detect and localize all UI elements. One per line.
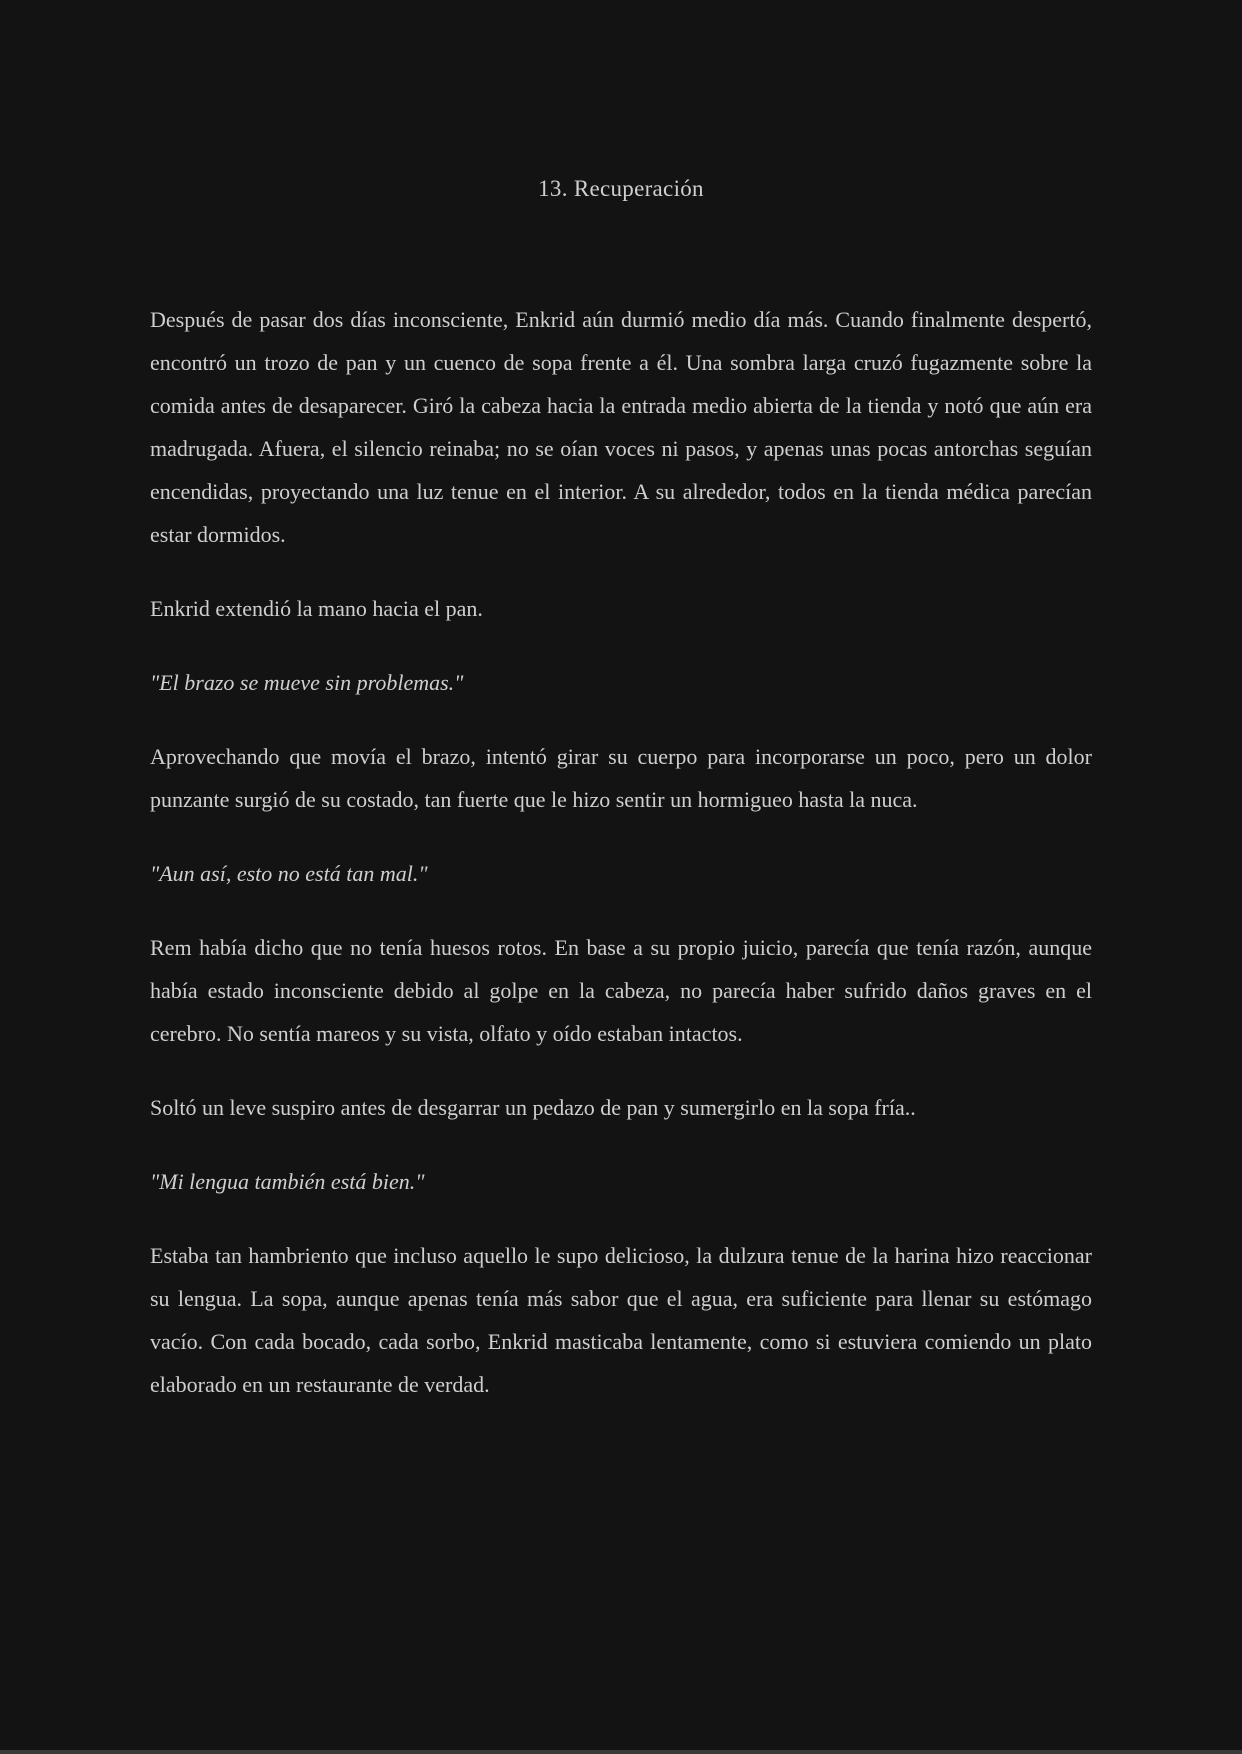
paragraphs [150,202,1092,1406]
body-paragraph: Estaba tan hambriento que incluso aquello le supo delicioso, la dulzura tenue de la harina hizo reaccionar su lengua. La sopa, aunque apenas tenía más sabor que el agua, era suficiente para llenar su estómago vacío. Con cada bocado, cada sorbo, Enkrid masticaba lentamente, como si estuviera comiendo un plato elaborado en un restaurante de verdad. [150,1243,1092,1397]
body-paragraph: Soltó un leve suspiro antes de desgarrar un pedazo de pan y sumergirlo en la sopa fría.. [150,1095,916,1120]
body-paragraph: Aprovechando que movía el brazo, intentó girar su cuerpo para incorporarse un poco, pero un dolor punzante surgió de su costado, tan fuerte que le hizo sentir un hormigueo hasta la nuca. [150,744,1092,812]
page-bottom-edge [0,1750,1242,1754]
thought-paragraph: "Mi lengua también está bien." [150,1169,425,1194]
thought-paragraph: "Aun así, esto no está tan mal." [150,861,428,886]
body-paragraph: Rem había dicho que no tenía huesos rotos. En base a su propio juicio, parecía que tenía razón, aunque había estado inconsciente debido al golpe en la cabeza, no parecía haber sufrido daños graves en el cerebro. No sentía mareos y su vista, olfato y oído estaban intactos. [150,935,1092,1046]
chapter-title: 13. Recuperación [538,176,704,201]
body-paragraph: Enkrid extendió la mano hacia el pan. [150,596,483,621]
thought-paragraph: "El brazo se mueve sin problemas." [150,670,464,695]
body-paragraph: Después de pasar dos días inconsciente, Enkrid aún durmió medio día más. Cuando finalmente despertó, encontró un trozo de pan y un cuenco de sopa frente a él. Una sombra larga cruzó fugazmente sobre la comida antes de desaparecer. Giró la cabeza hacia la entrada medio abierta de la tienda y notó que aún era madrugada. Afuera, el silencio reinaba; no se oían voces ni pasos, y apenas unas pocas antorchas seguían encendidas, proyectando una luz tenue en el interior. A su alrededor, todos en la tienda médica parecían estar dormidos. [150,307,1092,547]
